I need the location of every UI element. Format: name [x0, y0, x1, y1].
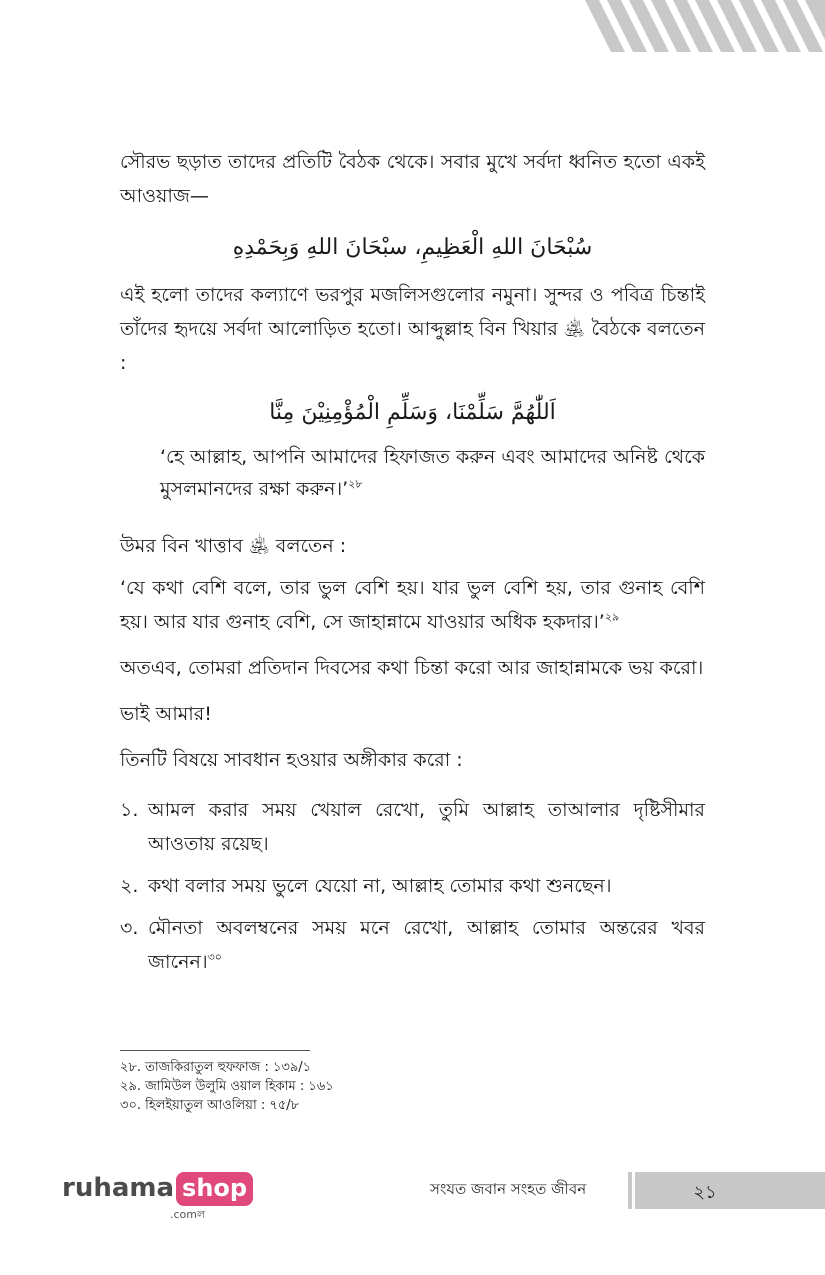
- list-text-content: মৌনতা অবলম্বনের সময় মনে রেখো, আল্লাহ তোমার অন্তরের খবর জানেন।: [148, 917, 705, 973]
- list-item: [120, 869, 705, 903]
- list-text: [148, 911, 705, 979]
- running-footer-book-title: সংযত জবান সংহত জীবন: [430, 1180, 587, 1198]
- corner-stripes-decoration: [585, 0, 825, 52]
- arabic-dhikr-1: سُبْحَانَ اللهِ الْعَظِيمِ، سبْحَانَ اللهِ وَبِحَمْدِهِ: [232, 235, 593, 260]
- footnotes: [120, 1058, 334, 1115]
- logo-wordmark: ruhama: [62, 1173, 175, 1203]
- page-number: ২১: [693, 1182, 717, 1203]
- logo-domain: .comল: [170, 1208, 206, 1221]
- page-body: [120, 145, 705, 979]
- list-item: [120, 793, 705, 861]
- footnote-ref-29: ২৯: [604, 610, 620, 624]
- quote-text: ‘হে আল্লাহ, আপনি আমাদের হিফাজত করুন এবং আমাদের অনিষ্ট থেকে মুসলমানদের রক্ষা করুন।’: [160, 446, 705, 500]
- page-number-bar: [632, 1172, 825, 1209]
- footnote-divider: [120, 1050, 310, 1051]
- list-text: আমল করার সময় খেয়াল রেখো, তুমি আল্লাহ তাআলার দৃষ্টিসীমার আওতায় রয়েছ।: [148, 799, 705, 855]
- paragraph-7: তিনটি বিষয়ে সাবধান হওয়ার অঙ্গীকার করো :: [120, 749, 463, 771]
- paragraph-2: এই হলো তাদের কল্যাণে ভরপুর মজলিসগুলোর নমুনা। সুন্দর ও পবিত্র চিন্তাই তাঁদের হৃদয়ে সর্বদা আলোড়িত হতো। আব্দুল্লাহ বিন খিয়ার ﵁ বৈঠকে বলতেন :: [120, 284, 705, 374]
- list-number: ২.: [120, 875, 139, 897]
- footnote-30: ৩০. হিলইয়াতুল আওলিয়া : ৭৫/৮: [120, 1098, 300, 1113]
- footnote-28: ২৮. তাজকিরাতুল হুফফাজ : ১৩৯/১: [120, 1060, 312, 1075]
- paragraph-5: অতএব, তোমরা প্রতিদান দিবসের কথা চিন্তা করো আর জাহান্নামকে ভয় করো।: [120, 657, 704, 679]
- numbered-list: [120, 793, 705, 979]
- list-text: কথা বলার সময় ভুলে যেয়ো না, আল্লাহ তোমার কথা শুনছেন।: [148, 875, 612, 897]
- logo-shop-badge: shop: [176, 1172, 253, 1206]
- list-item: [120, 911, 705, 979]
- paragraph-6: ভাই আমার!: [120, 703, 212, 725]
- list-number: ১.: [120, 799, 139, 821]
- footnote-ref-30: ৩০: [207, 950, 222, 964]
- paragraph-4-text: ‘যে কথা বেশি বলে, তার ভুল বেশি হয়। যার ভুল বেশি হয়, তার গুনাহ বেশি হয়। আর যার গুনাহ বেশি, সে জাহান্নামে যাওয়ার অধিক হকদার।’: [120, 577, 705, 633]
- paragraph-4: [120, 571, 705, 639]
- paragraph-1: সৌরভ ছড়াত তাদের প্রতিটি বৈঠক থেকে। সবার মুখে সর্বদা ধ্বনিত হতো একই আওয়াজ—: [120, 151, 705, 207]
- footnote-ref-28: ২৮: [348, 477, 363, 491]
- paragraph-3: উমর বিন খাত্তাব ﵁ বলতেন :: [120, 535, 347, 557]
- arabic-dua: اَللّٰهُمَّ سَلِّمْنَا، وَسَلِّمِ الْمُؤْمِنِيْنَ مِنَّا: [269, 400, 556, 425]
- ruhamashop-logo[interactable]: [62, 1172, 253, 1221]
- quote-translation: [120, 441, 705, 505]
- list-number: ৩.: [120, 917, 139, 939]
- footnote-29: ২৯. জামিউল উলুমি ওয়াল হিকাম : ১৬১: [120, 1079, 334, 1094]
